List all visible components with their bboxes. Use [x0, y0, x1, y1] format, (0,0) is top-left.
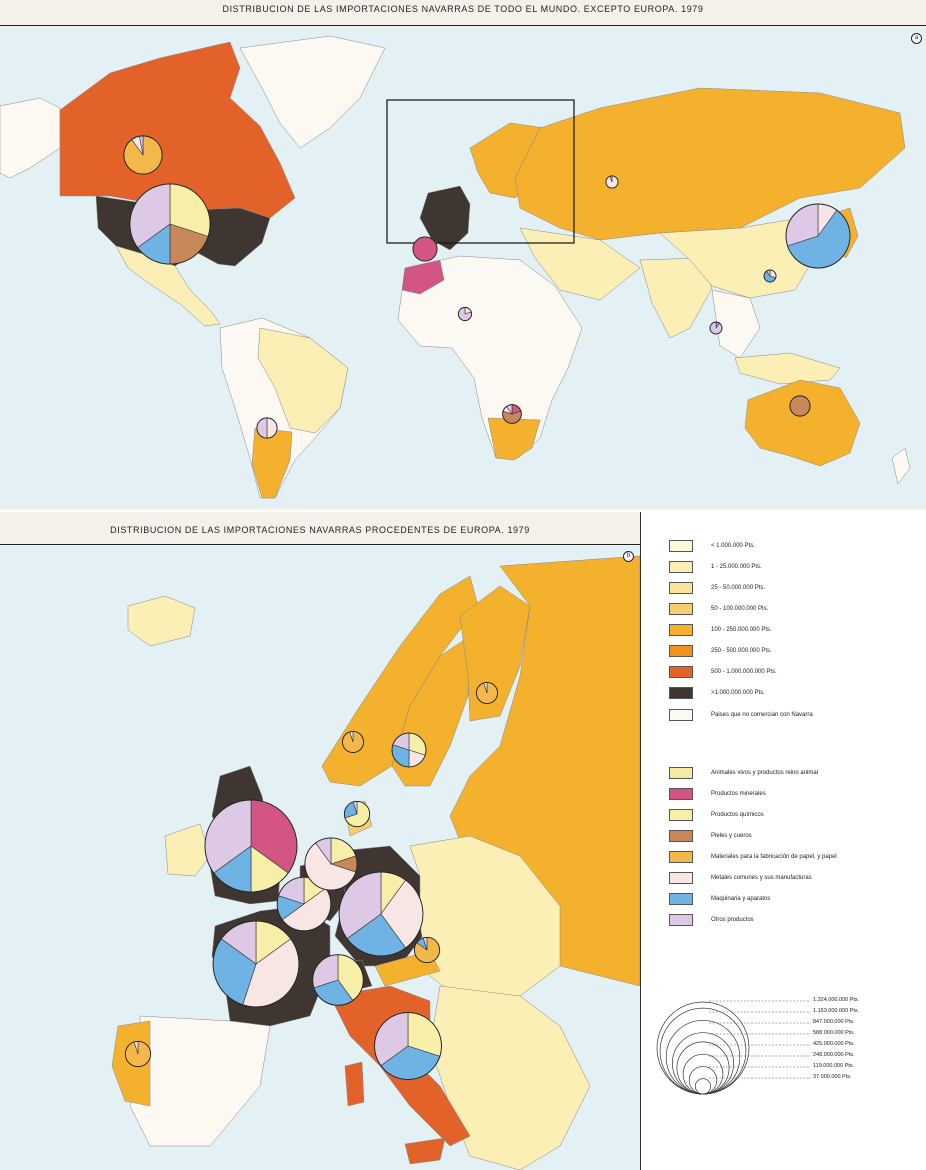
- legend-swatch: [669, 687, 693, 699]
- pie-australia: [790, 396, 810, 416]
- value-legend-item: [669, 623, 772, 637]
- pie-denmark: [344, 801, 369, 826]
- product-legend-item: [669, 766, 818, 780]
- legend-label: < 1.000.000 Pts.: [711, 543, 755, 549]
- pie-south-africa: [503, 405, 522, 424]
- legend-swatch: [669, 851, 693, 863]
- pie-morocco: [413, 237, 437, 261]
- pie-portugal: [125, 1041, 150, 1066]
- legend-label: Animales vivos y productos reino animal: [711, 770, 819, 776]
- legend-swatch: [669, 788, 693, 800]
- scale-label: 37.000.000 Pts.: [813, 1074, 852, 1080]
- value-legend-item: [669, 686, 765, 700]
- scale-label: 847.000.000 Pts.: [813, 1019, 855, 1025]
- product-legend-item: [669, 892, 770, 906]
- legend-swatch: [669, 809, 693, 821]
- product-legend-item: [669, 913, 754, 927]
- legend-label: Productos químicos: [711, 812, 764, 818]
- product-legend-item: [669, 829, 752, 843]
- pie-italy: [375, 1013, 442, 1080]
- product-legend-item: [669, 787, 766, 801]
- legend-label: Paises que no comercian con Navarra: [711, 712, 813, 718]
- scale-circle: [666, 1020, 740, 1094]
- world-map-title: DISTRIBUCION DE LAS IMPORTACIONES NAVARRAS DE TODO EL MUNDO. EXCEPTO EUROPA. 1979: [222, 4, 704, 14]
- pie-west-germany: [339, 872, 423, 956]
- legend-swatch: [669, 603, 693, 615]
- scale-label: 425.000.000 Pts.: [813, 1041, 855, 1047]
- europe-map-title: DISTRIBUCION DE LAS IMPORTACIONES NAVARRAS PROCEDENTES DE EUROPA. 1979: [110, 525, 530, 535]
- legend-label: Pieles y cueros: [711, 833, 752, 839]
- pie-singapore: [710, 322, 722, 334]
- scale-circle: [695, 1079, 710, 1094]
- scale-label: 248.000.000 Pts.: [813, 1052, 855, 1058]
- pie-usa: [130, 184, 210, 264]
- pie-canada: [124, 136, 162, 174]
- legend-swatch: [669, 561, 693, 573]
- pie-austria: [414, 937, 439, 962]
- world-title-rule: [0, 25, 926, 26]
- scale-circle: [677, 1042, 729, 1094]
- legend-swatch: [669, 914, 693, 926]
- legend-label: 500 - 1.000.000.000 Pts.: [711, 669, 777, 675]
- europe-corner-mark: b: [623, 551, 634, 562]
- pie-ussr: [606, 176, 618, 188]
- europe-map: [0, 546, 640, 1170]
- pie-finland: [476, 682, 497, 703]
- world-corner-mark: a: [911, 33, 922, 44]
- scale-label: 1.153.000.000 Pts.: [813, 1008, 860, 1014]
- value-legend-item: [669, 708, 813, 722]
- legend-swatch: [669, 872, 693, 884]
- value-legend-item: [669, 602, 768, 616]
- legend-swatch: [669, 893, 693, 905]
- europe-title-rule: [0, 544, 640, 545]
- world-map: [0, 28, 926, 508]
- value-legend-item: [669, 644, 772, 658]
- legend-label: 50 - 100.000.000 Pts.: [711, 606, 769, 612]
- legend-label: 1 - 25.000.000 Pts.: [711, 564, 762, 570]
- scale-circle: [689, 1066, 717, 1094]
- pie-switzerland: [313, 955, 364, 1006]
- legend-label: 100 - 250.000.000 Pts.: [711, 627, 772, 633]
- pie-france: [213, 921, 299, 1007]
- legend-swatch: [669, 582, 693, 594]
- scale-label: 1.324.000.000 Pts.: [813, 997, 860, 1003]
- legend-swatch: [669, 645, 693, 657]
- circle-scale: [641, 990, 926, 1100]
- pie-sweden: [392, 733, 426, 767]
- pie-netherlands: [305, 838, 357, 890]
- scale-circle: [657, 1002, 749, 1094]
- product-legend-item: [669, 850, 837, 864]
- sardinia-region: [345, 1062, 364, 1106]
- legend-panel: [640, 512, 926, 1170]
- pie-hong-kong: [764, 270, 776, 282]
- legend-swatch: [669, 624, 693, 636]
- legend-swatch: [669, 830, 693, 842]
- legend-label: 25 - 50.000.000 Pts.: [711, 585, 766, 591]
- pie-nigeria: [458, 307, 471, 320]
- value-legend-item: [669, 665, 777, 679]
- pie-argentina: [257, 418, 277, 438]
- legend-label: Otros productos: [711, 917, 754, 923]
- legend-swatch: [669, 540, 693, 552]
- scale-label: 119.000.000 Pts.: [813, 1063, 855, 1069]
- legend-label: >1.000.000.000 Pts.: [711, 690, 765, 696]
- pie-norway: [342, 731, 363, 752]
- product-legend-item: [669, 808, 764, 822]
- scale-label: 588.000.000 Pts.: [813, 1030, 855, 1036]
- legend-label: Materiales para la fabricación de papel, y papel: [711, 854, 837, 860]
- pie-united-kingdom: [205, 800, 297, 892]
- scale-circle: [683, 1054, 723, 1094]
- scale-circle: [660, 1008, 746, 1094]
- legend-label: Productos minerales: [711, 791, 766, 797]
- legend-label: Metales comunes y sus manufacturas: [711, 875, 812, 881]
- legend-label: Maquinaria y aparatos: [711, 896, 771, 902]
- pie-japan: [786, 204, 850, 268]
- value-legend-item: [669, 539, 755, 553]
- product-legend-item: [669, 871, 812, 885]
- legend-swatch: [669, 709, 693, 721]
- value-legend-item: [669, 560, 762, 574]
- value-legend-item: [669, 581, 765, 595]
- legend-swatch: [669, 666, 693, 678]
- legend-label: 250 - 500.000.000 Pts.: [711, 648, 772, 654]
- legend-swatch: [669, 767, 693, 779]
